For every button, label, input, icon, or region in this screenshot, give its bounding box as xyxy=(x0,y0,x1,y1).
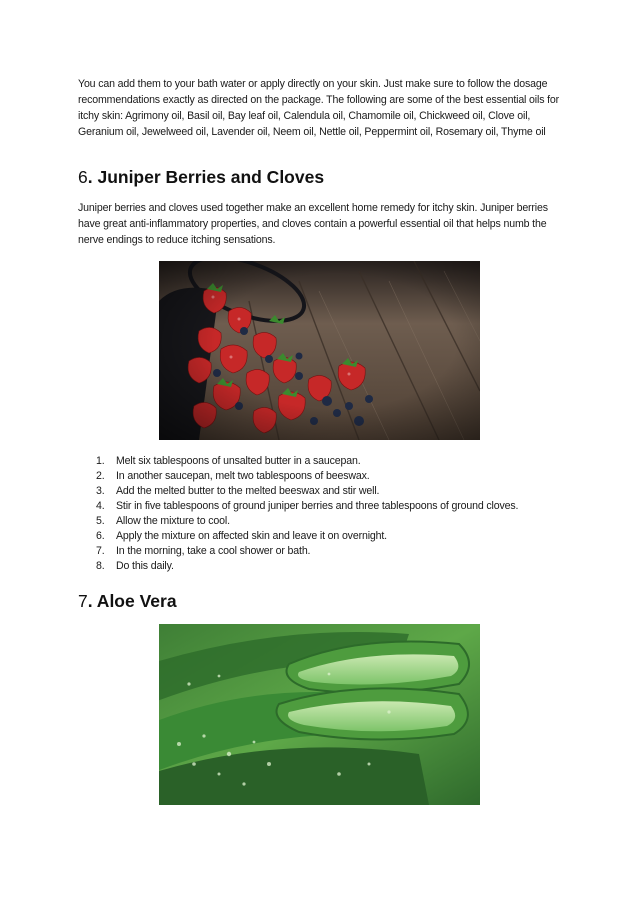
section-7-title: . Aloe Vera xyxy=(87,591,177,611)
list-item xyxy=(78,514,568,529)
step-text: Allow the mixture to cool. xyxy=(116,515,230,527)
step-text: Add the melted butter to the melted beeswax and stir well. xyxy=(116,485,380,497)
list-item xyxy=(78,484,568,499)
section-6-paragraph: Juniper berries and cloves used together make an excellent home remedy for itchy skin. Juniper berries have great anti-inflammatory properties, and cloves contain a powerful essential oil that helps numb the nerve endings to reduce itching sensations. xyxy=(78,202,548,246)
list-item xyxy=(78,499,568,514)
section-6-heading xyxy=(78,166,324,188)
intro-paragraph: You can add them to your bath water or apply directly on your skin. Just make sure to follow the dosage recommendations exactly as directed on the package. The following are some of the best essential oils for itchy skin: Agrimony oil, Basil oil, Bay leaf oil, Calendula oil, Chamomile oil, Chickweed oil, Clove oil, Geranium oil, Jewelweed oil, Lavender oil, Neem oil, Nettle oil, Peppermint oil, Rosemary oil, Thyme oil xyxy=(78,78,560,138)
section-7-heading xyxy=(78,590,177,612)
list-item xyxy=(78,559,568,574)
step-number: 2. xyxy=(96,470,105,482)
step-text: Do this daily. xyxy=(116,560,174,572)
step-text: Apply the mixture on affected skin and leave it on overnight. xyxy=(116,530,387,542)
list-item xyxy=(78,544,568,559)
section-6-number: 6 xyxy=(78,167,88,187)
steps-list xyxy=(78,454,568,574)
step-number: 7. xyxy=(96,545,105,557)
step-number: 1. xyxy=(96,455,105,467)
step-number: 4. xyxy=(96,500,105,512)
berries-basket-photo xyxy=(159,261,480,440)
step-number: 6. xyxy=(96,530,105,542)
aloe-vera-photo xyxy=(159,624,480,805)
step-text: Stir in five tablespoons of ground juniper berries and three tablespoons of ground cloves. xyxy=(116,500,519,512)
step-number: 8. xyxy=(96,560,105,572)
step-text: In another saucepan, melt two tablespoons of beeswax. xyxy=(116,470,370,482)
step-number: 5. xyxy=(96,515,105,527)
list-item xyxy=(78,529,568,544)
step-text: Melt six tablespoons of unsalted butter in a saucepan. xyxy=(116,455,361,467)
list-item xyxy=(78,454,568,469)
section-6-title: . Juniper Berries and Cloves xyxy=(87,167,325,187)
step-text: In the morning, take a cool shower or bath. xyxy=(116,545,311,557)
list-item xyxy=(78,469,568,484)
section-7-number: 7 xyxy=(78,591,88,611)
step-number: 3. xyxy=(96,485,105,497)
